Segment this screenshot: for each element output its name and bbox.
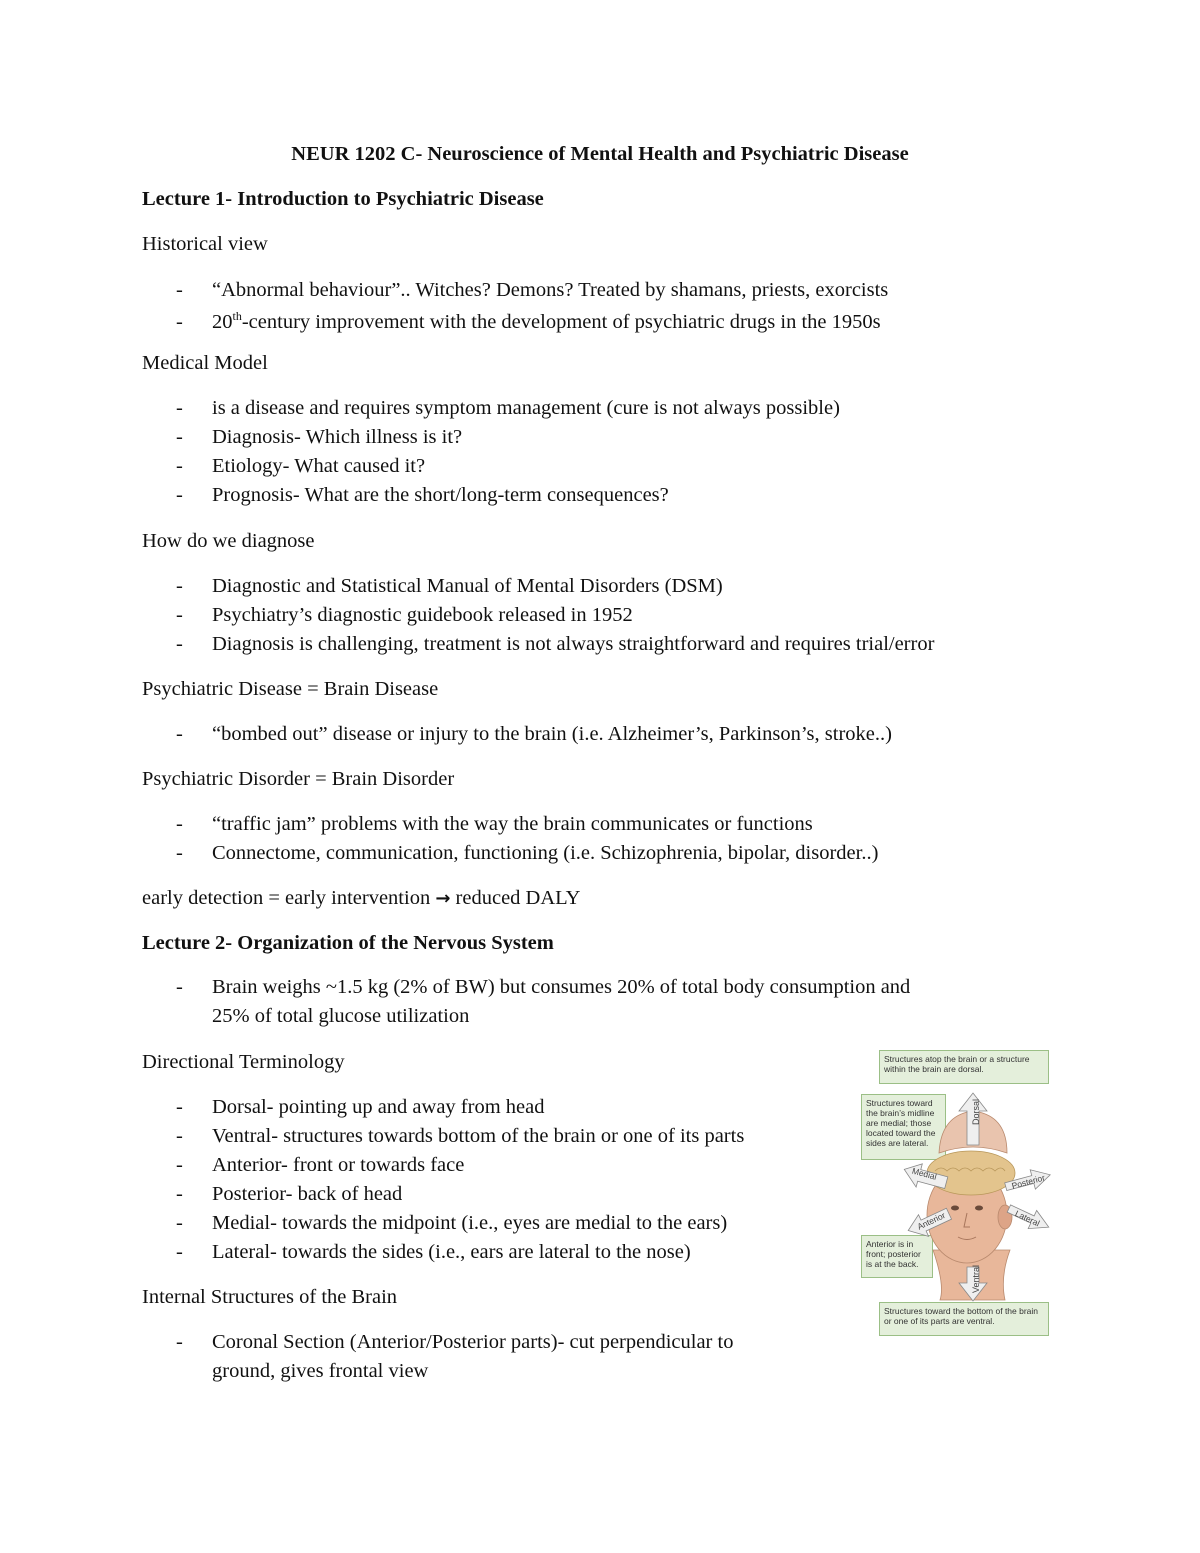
internal-structures-heading: Internal Structures of the Brain bbox=[142, 1286, 398, 1308]
historical-view-heading: Historical view bbox=[142, 233, 268, 255]
list-item: - Diagnostic and Statistical Manual of Mental Disorders (DSM) bbox=[176, 575, 723, 597]
list-item: - Medial- towards the midpoint (i.e., eyes are medial to the ears) bbox=[176, 1212, 728, 1234]
medical-model-heading: Medical Model bbox=[142, 352, 268, 374]
list-item: - “Abnormal behaviour”.. Witches? Demons? Treated by shamans, priests, exorcists bbox=[176, 279, 889, 301]
brain-disease-heading: Psychiatric Disease = Brain Disease bbox=[142, 678, 439, 700]
list-item: - Connectome, communication, functioning (i.e. Schizophrenia, bipolar, disorder..) bbox=[176, 842, 879, 864]
lecture2-heading: Lecture 2- Organization of the Nervous System bbox=[142, 932, 554, 954]
list-item: - Prognosis- What are the short/long-term consequences? bbox=[176, 484, 669, 506]
list-item: - “bombed out” disease or injury to the brain (i.e. Alzheimer’s, Parkinson’s, stroke..) bbox=[176, 723, 892, 745]
eye-shape bbox=[951, 1206, 959, 1211]
medial-caption-box: Structures toward the brain’s midline are medial; those located toward the sides are lateral. bbox=[861, 1094, 946, 1160]
lateral-label: Lateral bbox=[1013, 1208, 1042, 1229]
list-item: - Dorsal- pointing up and away from head bbox=[176, 1096, 545, 1118]
list-item: - Brain weighs ~1.5 kg (2% of BW) but consumes 20% of total body consumption and 25% of total glucose utilization bbox=[176, 976, 911, 1027]
list-item: - Diagnosis- Which illness is it? bbox=[176, 426, 463, 448]
brain-shape bbox=[927, 1151, 1015, 1195]
list-item: - is a disease and requires symptom management (cure is not always possible) bbox=[176, 397, 840, 419]
list-item: - “traffic jam” problems with the way the brain communicates or functions bbox=[176, 813, 813, 835]
anterior-caption-box: Anterior is in front; posterior is at the back. bbox=[861, 1235, 933, 1278]
ventral-label: Ventral bbox=[971, 1264, 981, 1293]
dorsal-caption-box: Structures atop the brain or a structure within the brain are dorsal. bbox=[879, 1050, 1049, 1084]
document-title: NEUR 1202 C- Neuroscience of Mental Health and Psychiatric Disease bbox=[291, 143, 909, 165]
list-item: - Etiology- What caused it? bbox=[176, 455, 426, 477]
head-diagram bbox=[855, 1045, 1065, 1345]
diagnose-heading: How do we diagnose bbox=[142, 530, 315, 552]
ventral-caption-box: Structures toward the bottom of the brain or one of its parts are ventral. bbox=[879, 1302, 1049, 1336]
right-arrow-icon: → bbox=[435, 888, 451, 909]
lecture1-heading: Lecture 1- Introduction to Psychiatric Disease bbox=[142, 188, 544, 210]
medial-label: Medial bbox=[910, 1165, 938, 1182]
list-item: - Diagnosis is challenging, treatment is not always straightforward and requires trial/error bbox=[176, 633, 935, 655]
early-detection-line: early detection = early intervention → reduced DALY bbox=[142, 887, 581, 909]
brain-disorder-heading: Psychiatric Disorder = Brain Disorder bbox=[142, 768, 455, 790]
list-item: - Anterior- front or towards face bbox=[176, 1154, 465, 1176]
list-item: - Ventral- structures towards bottom of the brain or one of its parts bbox=[176, 1125, 745, 1147]
dorsal-label: Dorsal bbox=[971, 1098, 981, 1125]
directional-terminology-heading: Directional Terminology bbox=[142, 1051, 345, 1073]
list-item: - 20th-century improvement with the development of psychiatric drugs in the 1950s bbox=[176, 309, 881, 333]
eye-shape bbox=[975, 1206, 983, 1211]
list-item: - Posterior- back of head bbox=[176, 1183, 403, 1205]
directional-terms-figure bbox=[855, 1045, 1065, 1345]
list-item: - Coronal Section (Anterior/Posterior parts)- cut perpendicular to ground, gives frontal view bbox=[176, 1331, 734, 1382]
list-item: - Psychiatry’s diagnostic guidebook released in 1952 bbox=[176, 604, 633, 626]
posterior-label: Posterior bbox=[1010, 1172, 1046, 1191]
anterior-label: Anterior bbox=[915, 1210, 947, 1232]
list-item: - Lateral- towards the sides (i.e., ears are lateral to the nose) bbox=[176, 1241, 691, 1263]
